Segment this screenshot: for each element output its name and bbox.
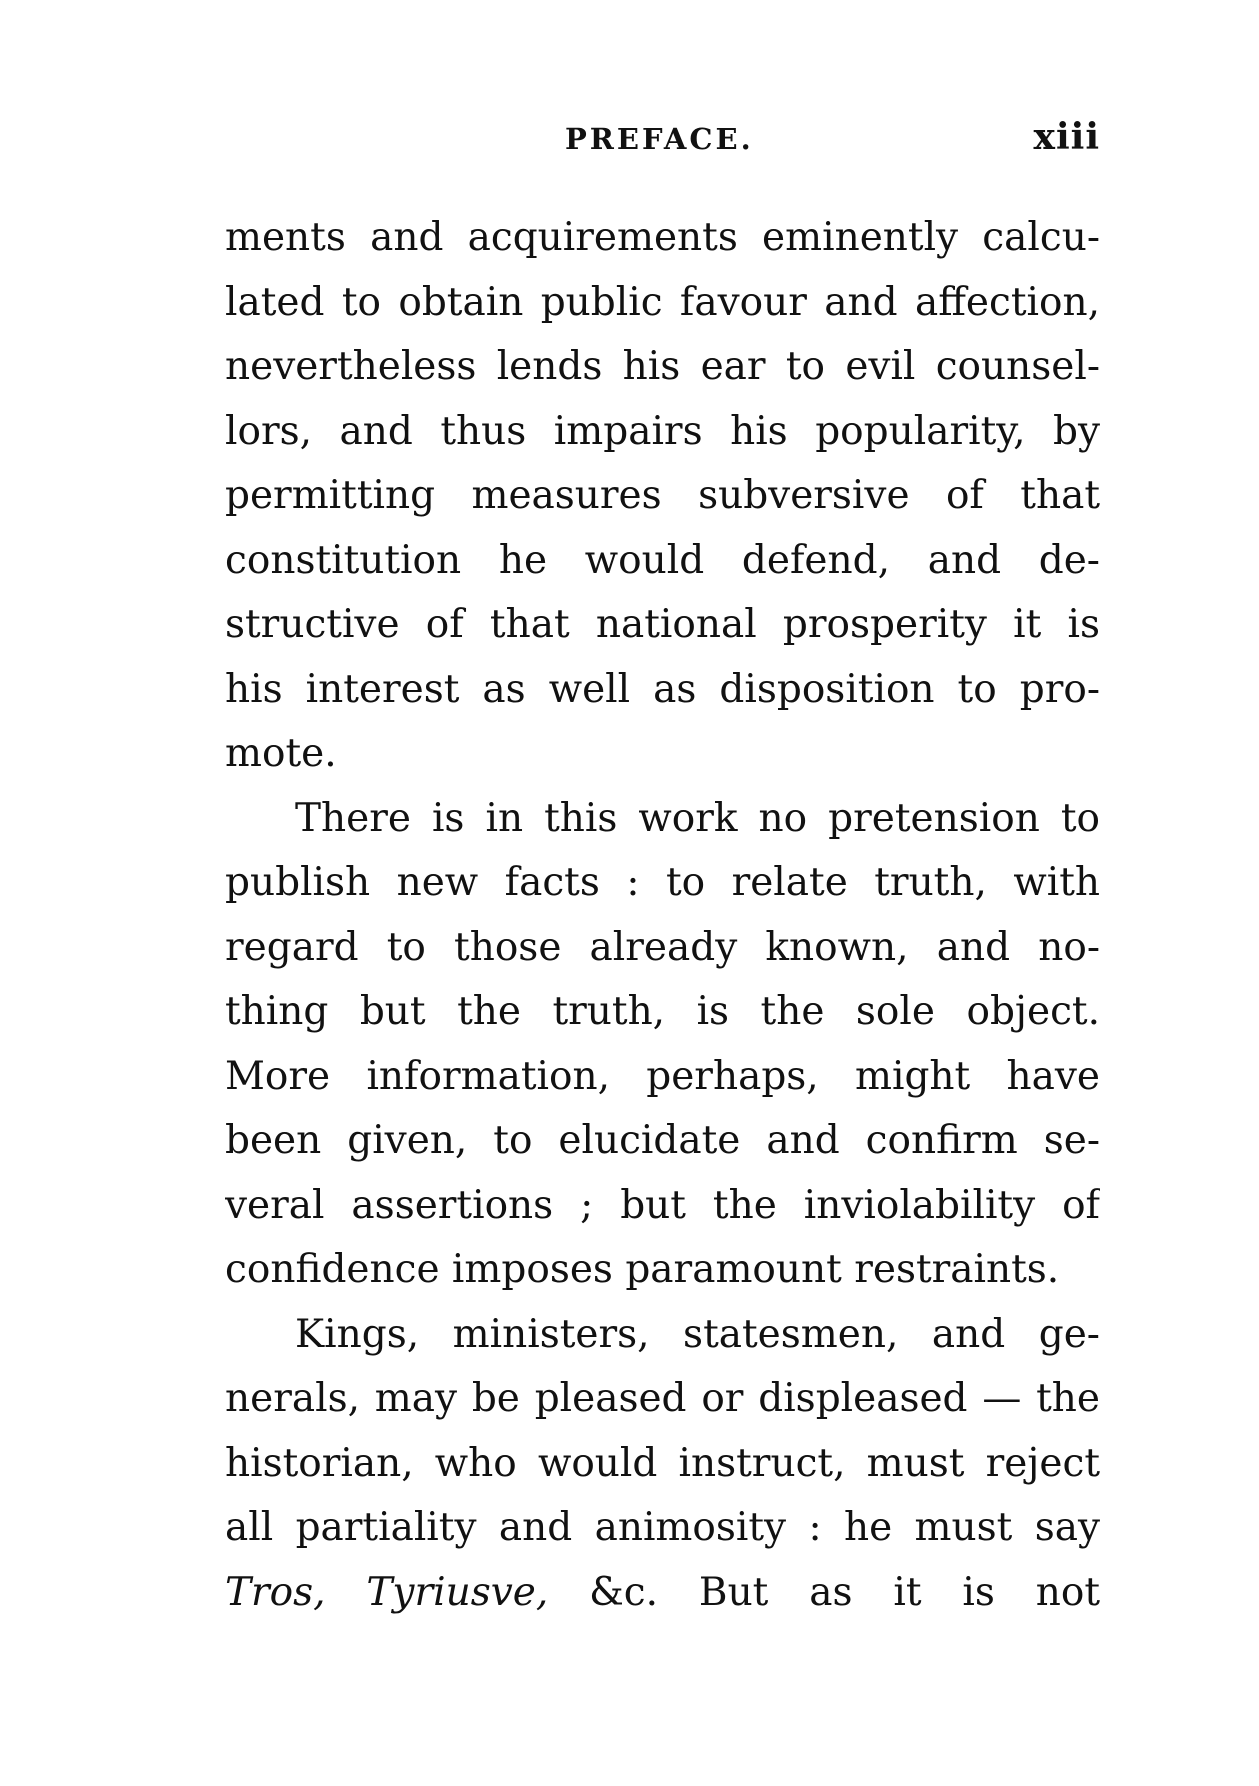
text-line: ments and acquirements eminently calcu- [225, 215, 1100, 260]
text-line: publish new facts : to relate truth, with [225, 860, 1100, 905]
text-line: mote. [225, 731, 337, 776]
italic-phrase: Tros, Tyriusve, [225, 1569, 549, 1615]
text-line: More information, perhaps, might have [225, 1053, 1100, 1099]
text-line-last [225, 1561, 1100, 1626]
text-line: nerals, may be pleased or displeased — the [225, 1376, 1100, 1421]
paragraph-3 [225, 1303, 1100, 1626]
line-remainder: &c. But as it is not [548, 1569, 1100, 1615]
running-head: PREFACE. [565, 122, 754, 156]
text-line: constitution he would defend, and de- [225, 537, 1100, 583]
paragraph-1 [225, 206, 1100, 787]
text-line: regard to those already known, and no- [225, 924, 1100, 970]
body-text [225, 206, 1100, 1625]
text-line: There is in this work no pretension to [295, 795, 1100, 841]
text-line: been given, to elucidate and confirm se- [225, 1118, 1100, 1163]
text-line: structive of that national prosperity it is [225, 602, 1100, 647]
text-line: veral assertions ; but the inviolability of [225, 1182, 1100, 1228]
text-line: Kings, ministers, statesmen, and ge- [295, 1311, 1100, 1357]
text-line: thing but the truth, is the sole object. [225, 989, 1100, 1034]
text-line: confidence imposes paramount restraints. [225, 1247, 1060, 1292]
text-line: his interest as well as disposition to pro- [225, 666, 1100, 712]
text-line: permitting measures subversive of that [225, 473, 1100, 518]
text-line: lated to obtain public favour and affection, [225, 279, 1100, 325]
paragraph-2 [225, 787, 1100, 1303]
text-line: historian, who would instruct, must reject [225, 1440, 1100, 1486]
text-line: all partiality and animosity : he must say [225, 1505, 1100, 1550]
page-header [225, 118, 1100, 168]
text-line: lors, and thus impairs his popularity, by [225, 408, 1100, 454]
text-line: nevertheless lends his ear to evil counsel- [225, 344, 1100, 389]
page-number: xiii [1033, 116, 1100, 158]
